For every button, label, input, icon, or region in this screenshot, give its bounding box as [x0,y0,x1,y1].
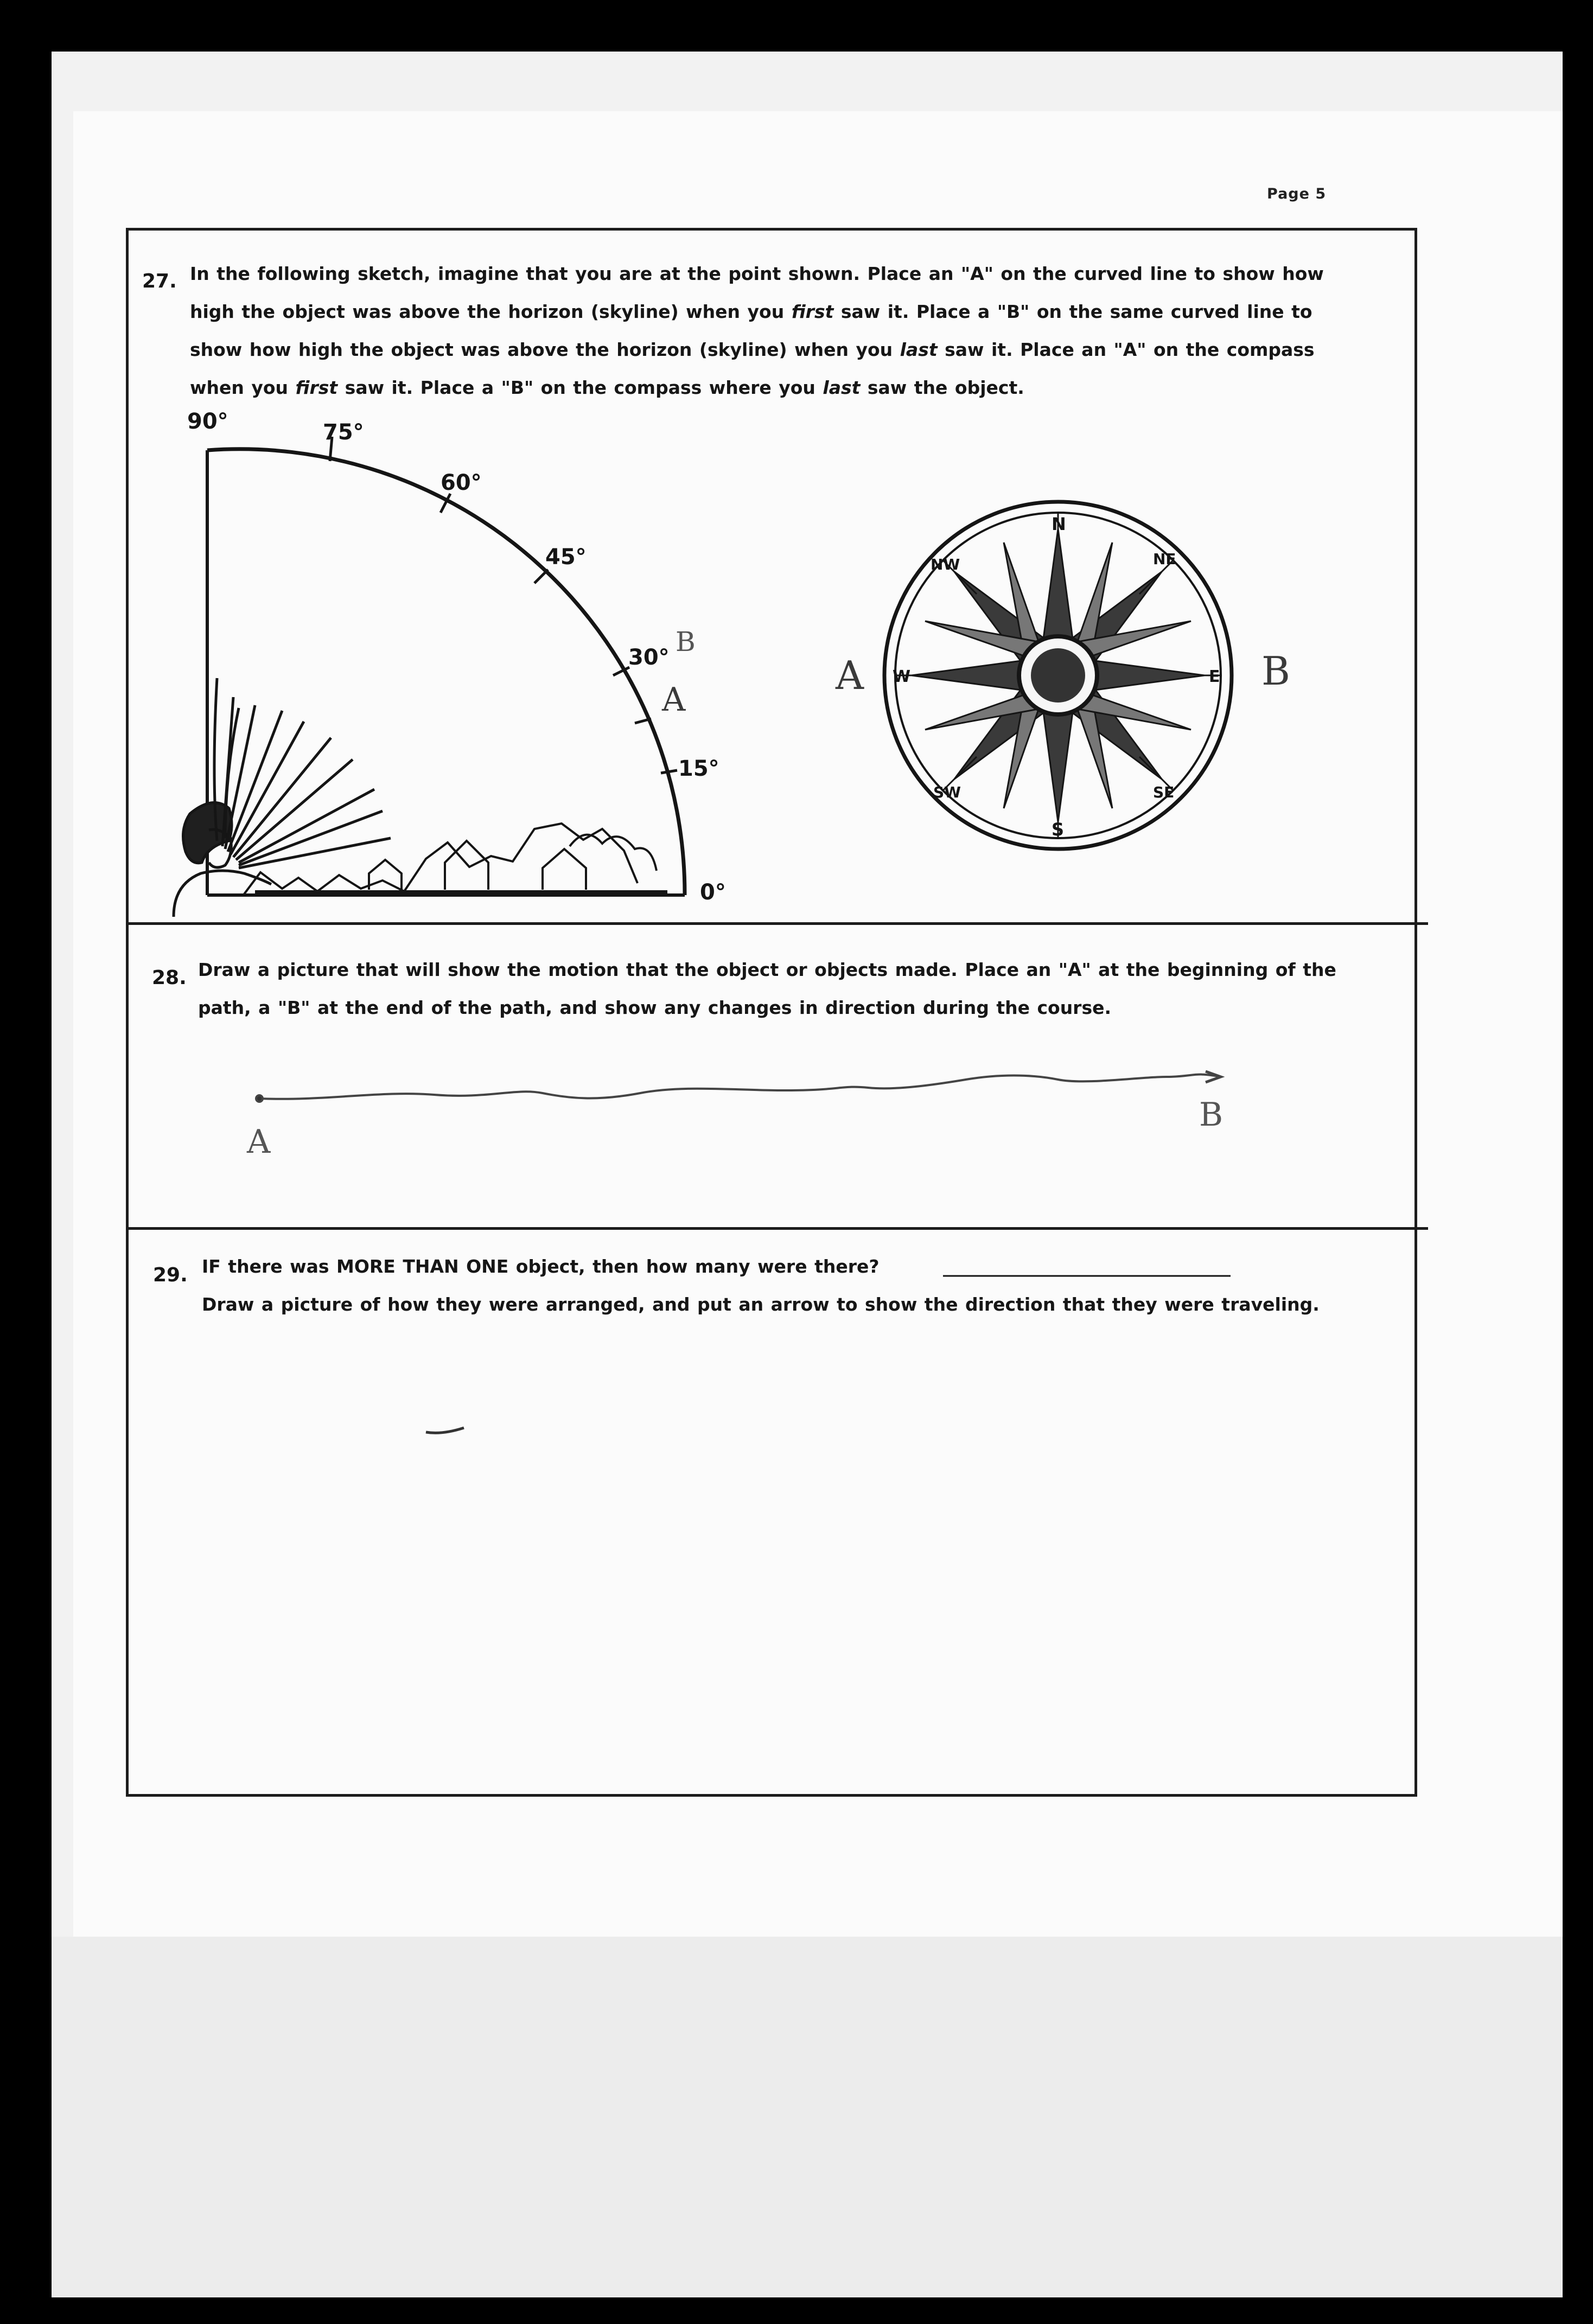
compass-label-se: SE [1153,783,1175,801]
angle-label-60: 60° [441,470,482,495]
elevation-axes [207,449,685,895]
arc-ticks [330,437,677,773]
q27-line-2: high the object was above the horizon (skyline) when you first saw it. Place a "B" on the same curved line to [190,301,1312,322]
tick-15 [661,770,677,773]
q28-line-1: Draw a picture that will show the motion that the object or objects made. Place an "A" at the beginning of the [198,959,1336,980]
q29-line-2: Draw a picture of how they were arranged, and put an arrow to show the direction that they were traveling. [202,1294,1320,1315]
q27-line-3: show how high the object was above the horizon (skyline) when you last saw it. Place an "A" on the compass [190,339,1315,360]
page-number: Page 5 [1267,186,1327,202]
question-29-text [202,1248,1320,1324]
compass-handwritten-a: A [836,653,864,698]
compass-label-w: W [893,667,911,686]
angle-label-30: 30° [628,645,670,670]
q28-line-2: path, a "B" at the end of the path, and show any changes in direction during the course. [198,997,1112,1018]
question-29-number: 29. [153,1264,188,1286]
elevation-arc[interactable] [207,449,685,895]
skyline-buildings-illustration [244,823,667,894]
compass-label-e: E [1209,667,1220,686]
angle-label-0: 0° [700,880,726,905]
compass-label-nw: NW [931,556,960,573]
q29-stray-pen-mark [426,1428,464,1433]
compass-label-s: S [1052,819,1065,840]
compass-handwritten-b: B [1261,648,1290,694]
question-28-number: 28. [152,967,187,989]
compass-label-sw: SW [933,783,961,801]
angle-label-75: 75° [323,420,364,445]
question-28-text [198,951,1336,1027]
question-27-number: 27. [142,270,177,292]
q29-line-1: IF there was MORE THAN ONE object, then how many were there? [202,1256,880,1277]
compass-hub [1031,648,1085,703]
q28-handwritten-a: A [247,1123,271,1161]
compass-label-n: N [1052,514,1066,534]
q27-line-1: In the following sketch, imagine that you are at the point shown. Place an "A" on the curved line to show how [190,263,1324,284]
angle-label-15: 15° [678,756,719,781]
compass-label-ne: NE [1153,550,1176,568]
compass-rose[interactable] [884,502,1232,849]
q27-line-4: when you first saw it. Place a "B" on the compass where you last saw the object. [190,377,1024,398]
tick-45 [534,570,548,583]
angle-label-45: 45° [545,545,587,570]
q28-handwritten-b: B [1199,1096,1224,1134]
q28-motion-path [256,1071,1221,1102]
angle-label-90: 90° [187,409,228,434]
arc-handwritten-b: B [676,626,696,657]
arc-handwritten-a: A [662,681,686,719]
